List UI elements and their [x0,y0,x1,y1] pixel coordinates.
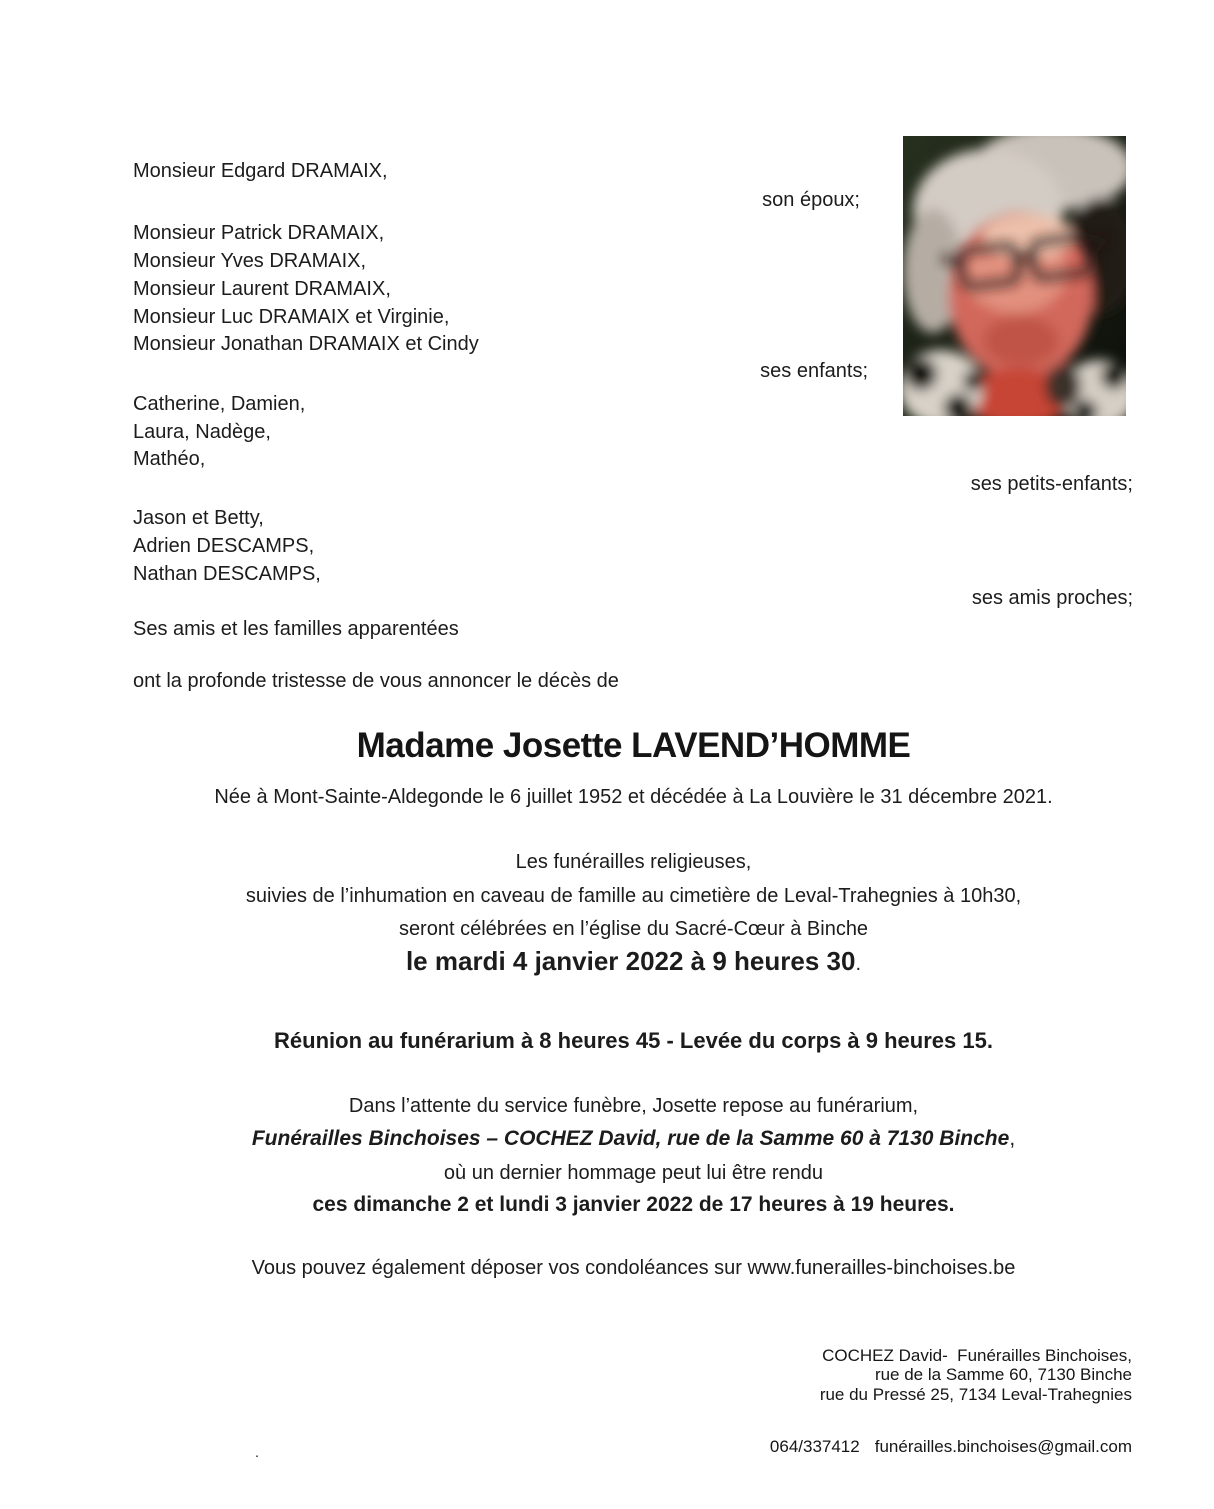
grandchild-line: Laura, Nadège, [133,421,271,443]
child-line: Monsieur Patrick DRAMAIX, [133,222,385,244]
grandchild-line: Catherine, Damien, [133,393,306,415]
stray-dot: . [255,1444,259,1460]
child-line: Monsieur Yves DRAMAIX, [133,250,367,272]
families-line: Ses amis et les familles apparentées [133,618,459,640]
portrait-photo [903,136,1126,416]
footer-phone: 064/337412 [769,1437,860,1456]
friend-line: Adrien DESCAMPS, [133,535,315,557]
children-role-label: ses enfants; [760,360,868,382]
ceremony-date-period: . [855,953,862,975]
grandchildren-role-label: ses petits-enfants; [970,473,1133,495]
husband-role-label: son époux; [762,189,860,211]
footer-contact-line [770,1437,1132,1457]
friend-line: Jason et Betty, [133,507,264,529]
footer-address-line-1: rue de la Samme 60, 7130 Binche [874,1365,1132,1384]
grandchild-line: Mathéo, [133,448,206,470]
visiting-hours-line: ces dimanche 2 et lundi 3 janvier 2022 de 17 heures à 19 heures. [312,1193,955,1216]
friends-role-label: ses amis proches; [971,587,1133,609]
ceremony-line-3: seront célébrées en l’église du Sacré-Cœur à Binche [398,918,869,940]
funeral-home-comma: , [1009,1127,1016,1150]
footer-address-line-2: rue du Pressé 25, 7134 Leval-Trahegnies [819,1385,1132,1404]
life-dates-line: Née à Mont-Sainte-Aldegonde le 6 juillet 1952 et décédée à La Louvière le 31 décembre 2021. [214,786,1053,808]
child-line: Monsieur Jonathan DRAMAIX et Cindy [133,333,479,355]
child-line: Monsieur Laurent DRAMAIX, [133,278,391,300]
repose-line-3: où un dernier hommage peut lui être rendu [443,1162,824,1184]
ceremony-line-2: suivies de l’inhumation en caveau de famille au cimetière de Leval-Trahegnies à 10h30, [245,885,1022,907]
funeral-home-text: Funérailles Binchoises – COCHEZ David, rue de la Samme 60 à 7130 Binche [251,1127,1010,1150]
condolences-line: Vous pouvez également déposer vos condoléances sur www.funerailles-binchoises.be [251,1257,1016,1279]
footer-email: funérailles.binchoises@gmail.com [874,1437,1132,1456]
footer-company-line: COCHEZ David- Funérailles Binchoises, [822,1346,1132,1365]
friend-line: Nathan DESCAMPS, [133,563,321,585]
repose-line-1: Dans l’attente du service funèbre, Josette repose au funérarium, [348,1095,919,1117]
child-line: Monsieur Luc DRAMAIX et Virginie, [133,306,450,328]
husband-line: Monsieur Edgard DRAMAIX, [133,160,388,182]
deceased-name: Madame Josette LAVEND’HOMME [356,726,911,765]
meeting-line: Réunion au funérarium à 8 heures 45 - Levée du corps à 9 heures 15. [274,1028,993,1053]
ceremony-date-text: le mardi 4 janvier 2022 à 9 heures 30 [405,946,856,976]
funeral-home-line [133,1126,1134,1152]
announcement-line: ont la profonde tristesse de vous annoncer le décès de [133,670,619,692]
ceremony-line-1: Les funérailles religieuses, [515,851,752,873]
portrait-photo-image [903,136,1126,416]
ceremony-date-line [133,946,1134,979]
